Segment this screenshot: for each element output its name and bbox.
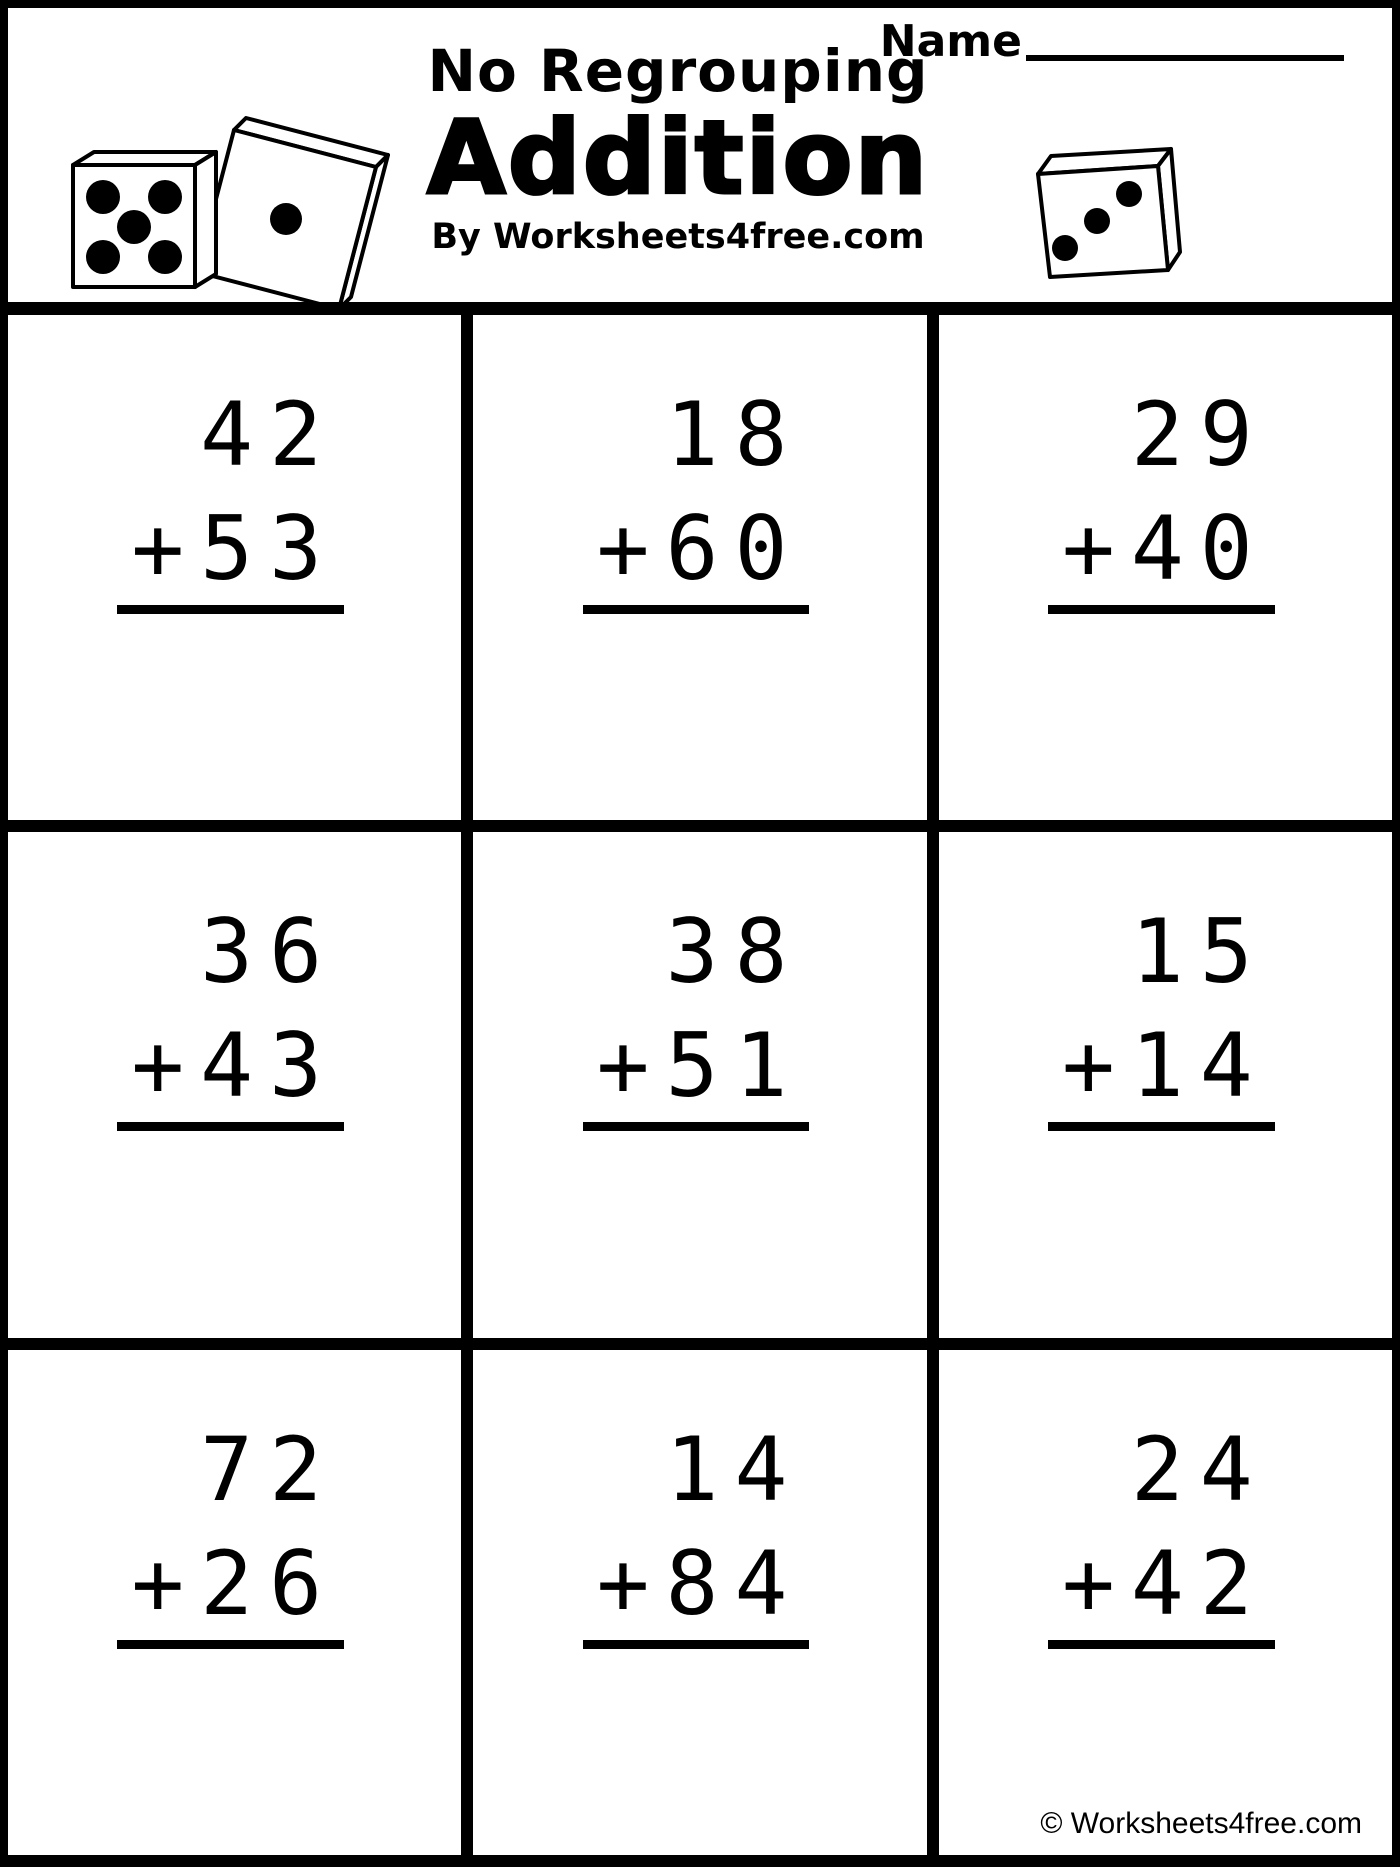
name-label: Name (879, 16, 1022, 67)
title-block (378, 37, 978, 257)
answer-line (1048, 605, 1275, 614)
problem-cell (8, 1350, 461, 1855)
answer-space[interactable] (1062, 1649, 1269, 1719)
problem-cell (8, 832, 461, 1337)
die-three-icon (1023, 144, 1185, 282)
addition-problem (131, 1417, 339, 1719)
addend-bottom: 14 (1130, 1014, 1269, 1118)
addend-top: 29 (1130, 383, 1269, 487)
addition-problem (1061, 900, 1269, 1201)
plus-sign: + (131, 497, 201, 601)
addend-top: 36 (200, 900, 339, 1004)
problem-cell (8, 315, 461, 820)
addend-bottom: 40 (1130, 497, 1269, 601)
plus-sign: + (596, 497, 666, 601)
answer-line (583, 1122, 810, 1131)
copyright-notice: © Worksheets4free.com (1040, 1807, 1362, 1840)
answer-space[interactable] (597, 1649, 804, 1719)
addend-top: 38 (665, 900, 804, 1004)
addend-bottom: 43 (200, 1014, 339, 1118)
problem-cell (473, 1350, 926, 1855)
plus-sign: + (596, 1014, 666, 1118)
problem-cell (473, 832, 926, 1337)
addend-top: 42 (200, 383, 339, 487)
addend-bottom: 53 (200, 497, 339, 601)
problem-cell (473, 315, 926, 820)
addition-problem (596, 900, 804, 1201)
worksheet-subtitle: No Regrouping (427, 37, 929, 105)
problem-cell (939, 1350, 1392, 1855)
worksheet-title: Addition (426, 99, 930, 218)
addition-problem (1061, 1417, 1269, 1719)
addend-bottom: 51 (665, 1014, 804, 1118)
addend-top: 14 (665, 1417, 804, 1521)
name-input-line[interactable] (1026, 55, 1344, 61)
addend-top: 18 (665, 383, 804, 487)
plus-sign: + (1061, 497, 1131, 601)
answer-line (117, 1122, 344, 1131)
plus-sign: + (131, 1014, 201, 1118)
addend-top: 72 (200, 1417, 339, 1521)
problems-grid (8, 302, 1392, 1855)
plus-sign: + (131, 1531, 201, 1635)
addend-bottom: 84 (665, 1531, 804, 1635)
answer-space[interactable] (131, 1131, 338, 1201)
addend-bottom: 26 (200, 1531, 339, 1635)
addition-problem (1061, 383, 1269, 684)
plus-sign: + (596, 1531, 666, 1635)
addend-bottom: 60 (665, 497, 804, 601)
addend-top: 24 (1130, 1417, 1269, 1521)
answer-space[interactable] (1062, 614, 1269, 684)
plus-sign: + (1061, 1014, 1131, 1118)
answer-space[interactable] (1062, 1131, 1269, 1201)
plus-sign: + (1061, 1531, 1131, 1635)
answer-space[interactable] (597, 1131, 804, 1201)
problem-cell (939, 832, 1392, 1337)
addition-problem (131, 900, 339, 1201)
worksheet-byline: By Worksheets4free.com (431, 217, 925, 257)
dice-pair-icon (56, 90, 396, 312)
answer-line (1048, 1640, 1275, 1649)
addition-problem (596, 1417, 804, 1719)
answer-space[interactable] (597, 614, 804, 684)
answer-line (583, 605, 810, 614)
answer-line (117, 605, 344, 614)
answer-line (117, 1640, 344, 1649)
answer-space[interactable] (131, 1649, 338, 1719)
answer-space[interactable] (131, 614, 338, 684)
answer-line (583, 1640, 810, 1649)
addition-problem (131, 383, 339, 684)
worksheet-header (8, 8, 1392, 302)
problem-cell (939, 315, 1392, 820)
addend-bottom: 42 (1130, 1531, 1269, 1635)
addition-problem (596, 383, 804, 684)
addend-top: 15 (1130, 900, 1269, 1004)
answer-line (1048, 1122, 1275, 1131)
